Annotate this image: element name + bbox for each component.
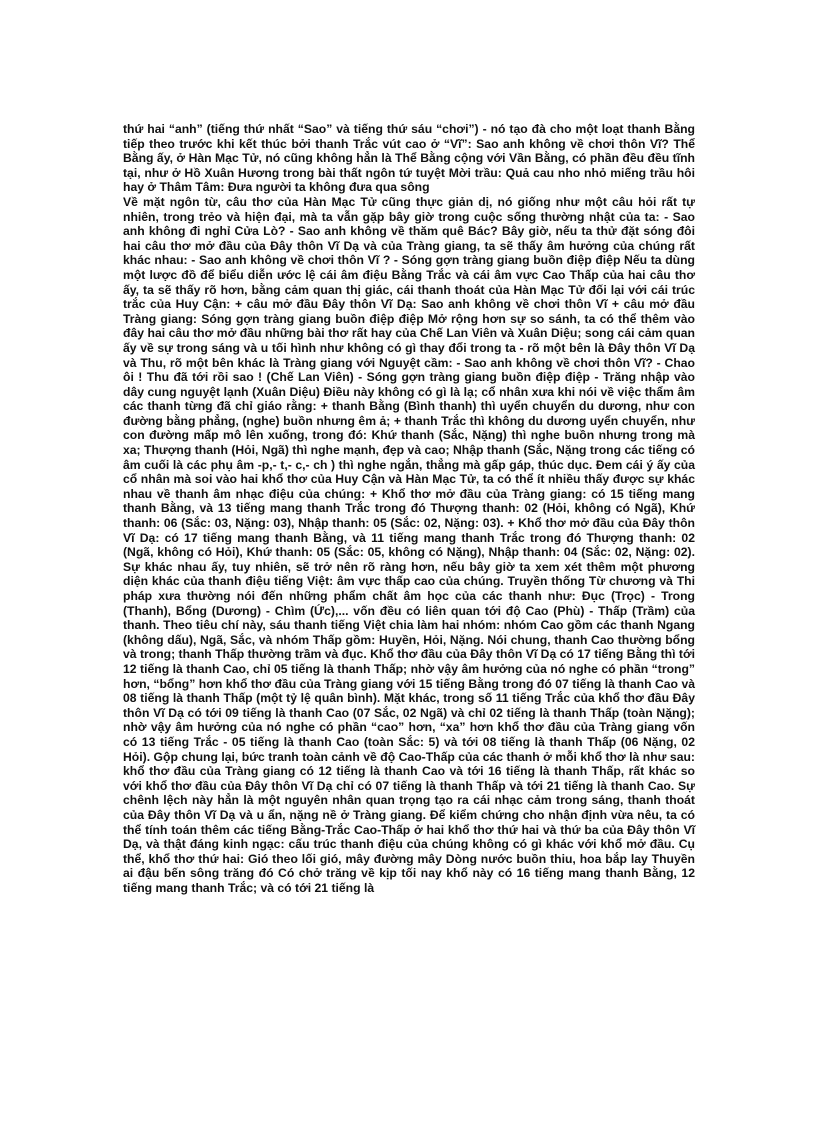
document-page xyxy=(123,122,695,895)
paragraph-intro: thứ hai “anh” (tiếng thứ nhất “Sao” và tiếng thứ sáu “chơi”) - nó tạo đà cho một loạt thanh Bằng tiếp theo trước khi kết thúc bởi thanh Trắc vút cao ở “Vĩ”: Sao anh không về chơi thôn Vĩ? Thể Bằng ấy, ở Hàn Mạc Tử, nó cũng không hẳn là Thể Bằng cộng với Vần Bằng, có phần đều đều tĩnh tại, như ở Hồ Xuân Hương trong bài thất ngôn tứ tuyệt Mời trầu: Quả cau nho nhỏ miếng trầu hôi hay ở Thâm Tâm: Đưa người ta không đưa qua sông xyxy=(123,122,695,195)
paragraph-main: Về mặt ngôn từ, câu thơ của Hàn Mạc Tử cũng thực giản dị, nó giống như một câu hỏi rất tự nhiên, trong trẻo và hiện đại, mà ta vẫn gặp bây giờ trong cuộc sống thường nhật của ta: - Sao anh không đi nghỉ Cửa Lò? - Sao anh không về thăm quê Bác? Bây giờ, nếu ta thử đặt sóng đôi hai câu thơ mở đầu của Đây thôn Vĩ Dạ và của Tràng giang, ta sẽ thấy âm hưởng của chúng rất khác nhau: - Sao anh không về chơi thôn Vĩ ? - Sóng gợn tràng giang buồn điệp điệp Nếu ta dùng một lược đồ để biểu diễn ước lệ cái âm điệu Bằng Trắc và cái âm vực Cao Thấp của hai câu thơ ấy, ta sẽ thấy rõ hơn, bằng cảm quan thị giác, cái thanh thoát của Hàn Mạc Tử đối lại với cái trúc trắc của Huy Cận: + câu mở đầu Đây thôn Vĩ Dạ: Sao anh không về chơi thôn Vĩ + câu mở đầu Tràng giang: Sóng gợn tràng giang buồn điệp điệp Mở rộng hơn sự so sánh, ta có thể thêm vào đây hai câu thơ mở đầu những bài thơ rất hay của Chế Lan Viên và Xuân Diệu; song cái cảm quan ấy về sự trong sáng và u tối hình như không có gì thay đổi trong ta - rõ một bên là Đây thôn Vĩ Dạ và Thu, rõ một bên khác là Tràng giang với Nguyệt cầm: - Sao anh không về chơi thôn Vĩ? - Chao ôi ! Thu đã tới rồi sao ! (Chế Lan Viên) - Sóng gợn tràng giang buồn điệp điệp - Trăng nhập vào dây cung nguyệt lạnh (Xuân Diệu) Điều này không có gì là lạ; cổ nhân xưa khi nói về việc thẩm âm các thanh từng đã chỉ giáo rằng: + thanh Bằng (Bình thanh) thì uyển chuyển du dương, như con đường bằng phẳng, (nghe) buồn nhưng êm ả; + thanh Trắc thì không du dương uyển chuyển, như con đường mấp mô lên xuống, trong đó: Khứ thanh (Sắc, Nặng) thì nghe buồn nhưng trong mà xa; Thượng thanh (Hỏi, Ngã) thì nghe mạnh, đẹp và cao; Nhập thanh (Sắc, Nặng trong các tiếng có âm cuối là các phụ âm -p,- t,- c,- ch ) thì nghe ngắn, thẳng mà gấp gáp, thúc dục. Đem cái ý ấy của cổ nhân mà soi vào hai khổ thơ của Huy Cận và Hàn Mạc Tử, ta có thể ít nhiều thấy được sự khác nhau về thanh âm nhạc điệu của chúng: + Khổ thơ mở đầu của Tràng giang: có 15 tiếng mang thanh Bằng, và 13 tiếng mang thanh Trắc trong đó Thượng thanh: 02 (Hỏi, không có Ngã), Khứ thanh: 06 (Sắc: 03, Nặng: 03), Nhập thanh: 05 (Sắc: 02, Nặng: 03). + Khổ thơ mở đầu của Đây thôn Vĩ Dạ: có 17 tiếng mang thanh Bằng, và 11 tiếng mang thanh Trắc trong đó Thượng thanh: 02 (Ngã, không có Hỏi), Khứ thanh: 05 (Sắc: 05, không có Nặng), Nhập thanh: 04 (Sắc: 02, Nặng: 02). Sự khác nhau ấy, tuy nhiên, sẽ trở nên rõ ràng hơn, nếu bây giờ ta xem xét thêm một phương diện khác của thanh điệu tiếng Việt: âm vực thấp cao của chúng. Truyền thống Từ chương và Thi pháp xưa thường nói đến những phẩm chất âm học của các thanh như: Đục (Trọc) - Trong (Thanh), Bổng (Dương) - Chìm (Ức),... vốn đều có liên quan tới độ Cao (Phù) - Thấp (Trầm) của thanh. Theo tiêu chí này, sáu thanh tiếng Việt chia làm hai nhóm: nhóm Cao gồm các thanh Ngang (không dấu), Ngã, Sắc, và nhóm Thấp gồm: Huyền, Hỏi, Nặng. Nói chung, thanh Cao thường bổng và trong; thanh Thấp thường trầm và đục. Khổ thơ đầu của Đây thôn Vĩ Dạ có 17 tiếng Bằng thì tới 12 tiếng là thanh Cao, chỉ 05 tiếng là thanh Thấp; nhờ vậy âm hưởng của nó nghe có phần “trong” hơn, “bổng” hơn khổ thơ đầu của Tràng giang với 15 tiếng Bằng trong đó 07 tiếng là thanh Cao và 08 tiếng là thanh Thấp (một tỷ lệ quân bình). Mặt khác, trong số 11 tiếng Trắc của khổ thơ đầu Đây thôn Vĩ Dạ có tới 09 tiếng là thanh Cao (07 Sắc, 02 Ngã) và chỉ 02 tiếng là thanh Thấp (toàn Nặng); nhờ vậy âm hưởng của nó nghe có phần “cao” hơn, “xa” hơn khổ thơ đầu của Tràng giang vốn có 13 tiếng Trắc - 05 tiếng là thanh Cao (toàn Sắc: 5) và tới 08 tiếng là thanh Thấp (06 Nặng, 02 Hỏi). Gộp chung lại, bức tranh toàn cảnh về độ Cao-Thấp của các thanh ở mỗi khổ thơ là như sau: khổ thơ đầu của Tràng giang có 12 tiếng là thanh Cao và tới 16 tiếng là thanh Thấp, rất khác so với khổ thơ đầu của Đây thôn Vĩ Dạ chỉ có 07 tiếng là thanh Thấp và tới 21 tiếng là thanh Cao. Sự chênh lệch này hẳn là một nguyên nhân quan trọng tạo ra cái nhạc cảm trong sáng, thanh thoát của Đây thôn Vĩ Dạ và u ẩn, nặng nề ở Tràng giang. Để kiểm chứng cho nhận định vừa nêu, ta có thể tính toán thêm các tiếng Bằng-Trắc Cao-Thấp ở hai khổ thơ thứ hai và thứ ba của Đây thôn Vĩ Dạ, và thật đáng kinh ngạc: cấu trúc thanh điệu của chúng không có gì khác với khổ mở đầu. Cụ thể, khổ thơ thứ hai: Gió theo lối gió, mây đường mây Dòng nước buồn thiu, hoa bắp lay Thuyền ai đậu bến sông trăng đó Có chở trăng về kịp tối nay khổ này có 16 tiếng mang thanh Bằng, 12 tiếng mang thanh Trắc; và có tới 21 tiếng là xyxy=(123,194,695,895)
